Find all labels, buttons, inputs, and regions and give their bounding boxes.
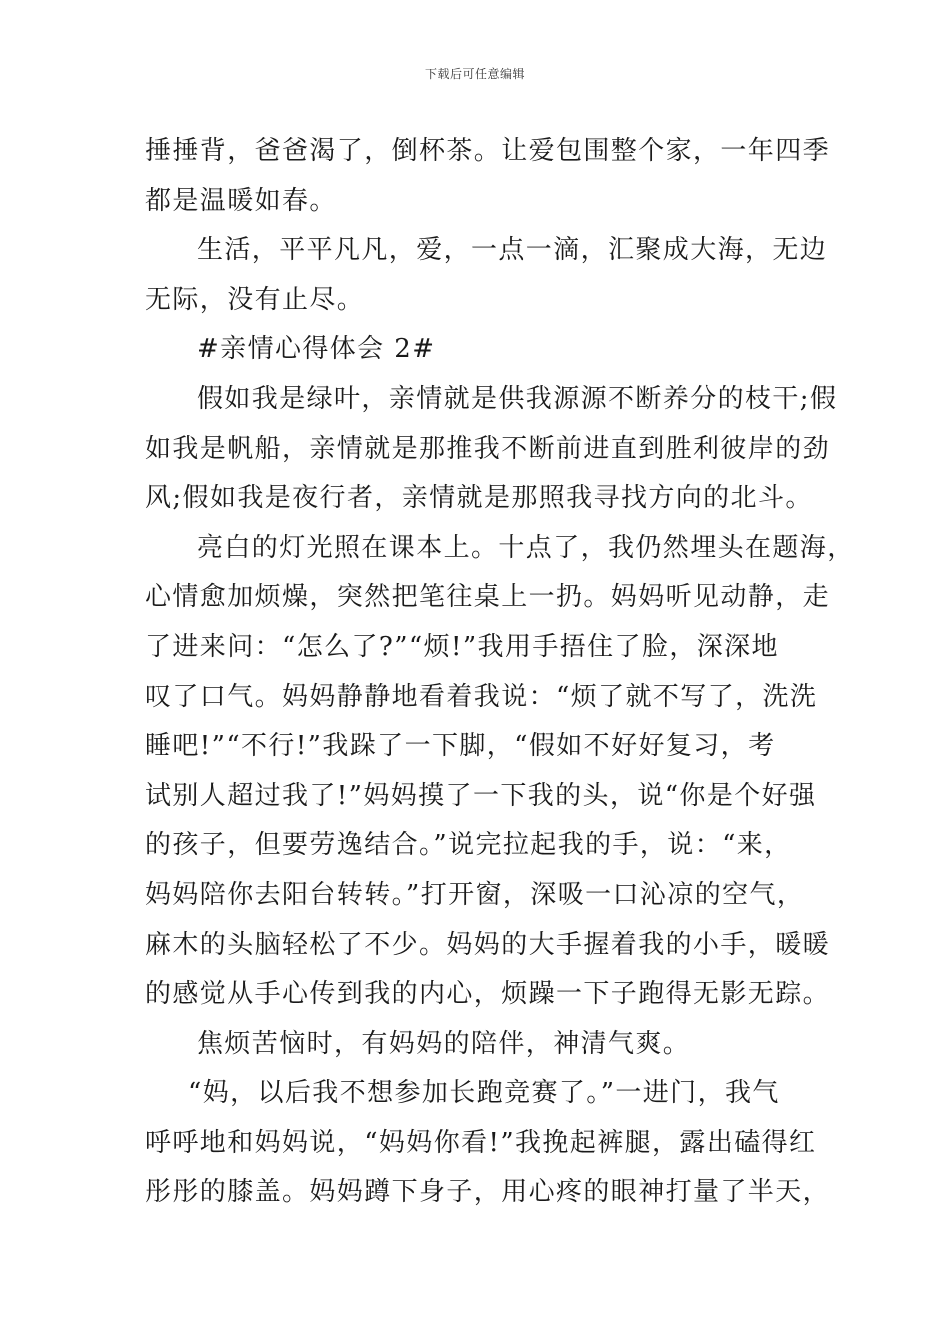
text-line: 如我是帆船，亲情就是那推我不断前进直到胜利彼岸的劲	[145, 433, 831, 464]
text-line: 的孩子，但要劳逸结合。”说完拉起我的手，说：“来，	[145, 830, 792, 861]
text-line: 了进来问：“怎么了?”“烦!”我用手捂住了脸，深深地	[145, 631, 779, 662]
text-line: 呼呼地和妈妈说，“妈妈你看!”我挽起裤腿，露出磕得红	[145, 1127, 817, 1158]
text-line: 心情愈加烦燥，突然把笔往桌上一扔。妈妈听见动静，走	[145, 582, 831, 613]
text-line: 生活，平平凡凡，爱，一点一滴，汇聚成大海，无边	[197, 235, 828, 266]
text-line: 试别人超过我了!”妈妈摸了一下我的头，说“你是个好强	[145, 780, 817, 811]
section-heading: #亲情心得体会 2#	[197, 334, 436, 365]
text-line: 叹了口气。妈妈静静地看着我说：“烦了就不写了，洗洗	[145, 681, 818, 712]
text-line: “妈，以后我不想参加长跑竞赛了。”一进门，我气	[188, 1078, 780, 1109]
text-line: 焦烦苦恼时，有妈妈的陪伴，神清气爽。	[197, 1028, 691, 1059]
document-body	[145, 127, 855, 1218]
text-line: 风;假如我是夜行者，亲情就是那照我寻找方向的北斗。	[145, 483, 813, 514]
text-line: 亮白的灯光照在课本上。十点了，我仍然埋头在题海，	[197, 532, 855, 563]
text-line: 睡吧!”“不行!”我跺了一下脚，“假如不好好复习，考	[145, 731, 776, 762]
text-line: 无际，没有止尽。	[145, 284, 365, 315]
text-line: 的感觉从手心传到我的内心，烦躁一下子跑得无影无踪。	[145, 979, 831, 1010]
text-line: 都是温暖如春。	[145, 185, 337, 216]
text-line: 麻木的头脑轻松了不少。妈妈的大手握着我的小手，暖暖	[145, 929, 831, 960]
text-line: 假如我是绿叶，亲情就是供我源源不断养分的枝干;假	[197, 383, 838, 414]
text-line: 妈妈陪你去阳台转转。”打开窗，深吸一口沁凉的空气，	[145, 879, 805, 910]
text-line: 捶捶背，爸爸渴了，倒杯茶。让爱包围整个家，一年四季	[145, 136, 831, 166]
page-header: 下载后可任意编辑	[424, 67, 525, 81]
text-line: 彤彤的膝盖。妈妈蹲下身子，用心疼的眼神打量了半天，	[145, 1177, 831, 1208]
